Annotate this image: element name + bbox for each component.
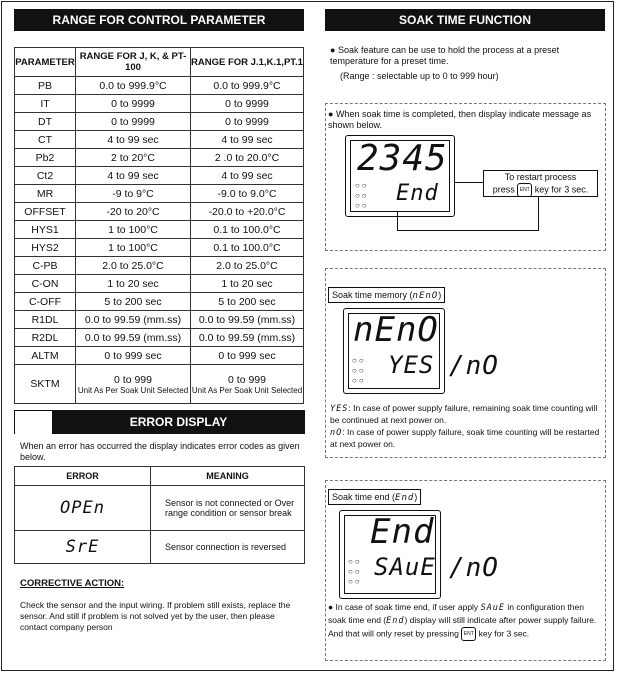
param-name: R2DL [15,329,76,347]
enter-key-icon: ENT [461,627,476,641]
table-row [15,257,304,275]
param-range: 0.1 to 100.0°C [191,239,304,257]
error-meaning-open: Sensor is not connected or Over range condition or sensor break [151,486,305,531]
col-error: ERROR [15,467,151,486]
no-code: nO [330,428,343,438]
soak-title: SOAK TIME FUNCTION [325,9,605,31]
param-name: ALTM [15,347,76,365]
table-row [15,311,304,329]
param-range: 4 to 99 sec [191,131,304,149]
param-name: PB [15,77,76,95]
param-range: 4 to 99 sec [191,167,304,185]
display-2-top: nEnO [353,310,439,350]
param-range: -20.0 to +20.0°C [191,203,304,221]
param-range: 4 to 99 sec [76,131,191,149]
sktm-note-2: Unit As Per Soak Unit Selected [191,385,303,395]
col-meaning: MEANING [151,467,305,486]
param-range: 4 to 99 sec [76,167,191,185]
param-name: HYS2 [15,239,76,257]
corrective-title: CORRECTIVE ACTION: [20,578,125,589]
table-row [15,486,305,531]
table-row [15,347,304,365]
end-label-close: ) [414,492,418,502]
display-2-no: /nO [449,351,499,381]
param-name: C-OFF [15,293,76,311]
yes-note [330,403,602,426]
display-1-leds: ○○ ○○ ○○ [355,181,369,210]
yes-text: : In case of power supply failure, remaining soak time counting will be continued at next power on. [330,403,598,425]
memory-label-close: ) [438,290,442,300]
col-parameter: PARAMETER [15,48,76,77]
table-row [15,149,304,167]
param-name: R1DL [15,311,76,329]
table-row [15,131,304,149]
param-range: 2.0 to 25.0°C [76,257,191,275]
table-row [15,239,304,257]
error-meaning-sre: Sensor connection is reversed [151,531,305,564]
display-3-no: /nO [449,553,499,583]
range-table [14,47,304,404]
table-row [15,185,304,203]
sktm-name: SKTM [15,365,76,404]
param-range: -20 to 20°C [76,203,191,221]
param-name: Pb2 [15,149,76,167]
error-intro: When an error has occurred the display indicates error codes as given below. [20,441,300,462]
restart-box [483,170,598,197]
end-note [328,601,604,641]
sktm-value-1: 0 to 999 [114,373,152,386]
table-row [15,293,304,311]
table-row [15,221,304,239]
restart-line-1: To restart process [504,172,577,182]
restart-post: key for 3 sec. [534,184,589,195]
end-note-2: in configuration then soak time end ( [328,602,584,625]
sktm-note-1: Unit As Per Soak Unit Selected [77,385,189,395]
end-note-4: key for 3 sec. [478,628,530,639]
table-row [15,531,305,564]
display-1-bottom: End [396,181,439,206]
corrective-text: Check the sensor and the input wiring. If problem still exists, replace the sensor. And still if problem is not solved yet by the user, then please contact company person [20,600,291,632]
param-range: 0.0 to 99.59 (mm.ss) [191,311,304,329]
error-table [14,466,305,564]
table-row [15,203,304,221]
display-3-top: End [370,512,435,552]
soak-bullet-1-text: Soak feature can be use to hold the process at a preset temperature for a preset time. [330,45,560,66]
param-range: 0.0 to 99.59 (mm.ss) [76,311,191,329]
display-3-leds: ○○ ○○ ○○ [348,557,362,586]
table-row [15,77,304,95]
error-code-open: OPEn [15,486,151,531]
end-note-code-2: End [386,616,405,626]
param-range: 0.0 to 99.59 (mm.ss) [76,329,191,347]
table-row-sktm [15,365,304,404]
param-range: 2 to 20°C [76,149,191,167]
restart-line-2 [484,183,597,197]
param-name: OFFSET [15,203,76,221]
connector-v1 [397,212,398,231]
sktm-value-2: 0 to 999 [228,373,266,386]
no-note [330,427,602,450]
error-code-sre: SrE [15,531,151,564]
display-1-top: 2345 [357,138,448,179]
param-range: 2 .0 to 20.0°C [191,149,304,167]
param-range: 2.0 to 25.0°C [191,257,304,275]
param-range: 0 to 9999 [76,95,191,113]
table-row [15,275,304,293]
param-name: IT [15,95,76,113]
param-range: 0.0 to 99.59 (mm.ss) [191,329,304,347]
connector-v2 [538,197,539,231]
table-row [15,113,304,131]
param-range: -9.0 to 9.0°C [191,185,304,203]
end-note-1: In case of soak time end, if user apply [335,602,479,612]
soak-complete-text [328,109,598,131]
soak-bullet-1 [330,45,605,67]
arrow-line [455,182,483,183]
col-range-j1k1: RANGE FOR J.1,K.1,PT.1 [191,48,304,77]
param-range: 0 to 9999 [76,113,191,131]
range-title: RANGE FOR CONTROL PARAMETER [14,9,304,31]
yes-code: YES [330,404,349,414]
end-label-text: Soak time end ( [332,492,396,502]
param-name: C-ON [15,275,76,293]
param-range: 0.1 to 100.0°C [191,221,304,239]
error-title: ERROR DISPLAY [52,410,305,434]
param-range: 0 to 999 sec [191,347,304,365]
bullet-icon: ● [328,109,336,119]
sktm-range-2 [191,365,304,404]
end-label-code: End [395,493,415,503]
end-note-code: SAuE [480,603,506,613]
param-range: 0 to 9999 [191,95,304,113]
display-3-bottom: SAuE [374,553,436,581]
param-range: 5 to 200 sec [76,293,191,311]
param-name: DT [15,113,76,131]
param-name: MR [15,185,76,203]
range-header-row [15,48,304,77]
col-range-jk: RANGE FOR J, K, & PT-100 [76,48,191,77]
param-name: C-PB [15,257,76,275]
param-range: 1 to 100°C [76,221,191,239]
table-row [15,95,304,113]
param-range: 1 to 20 sec [191,275,304,293]
param-range: -9 to 9°C [76,185,191,203]
param-name: HYS1 [15,221,76,239]
soak-memory-label [328,287,445,303]
soak-end-label [328,489,421,505]
param-name: CT [15,131,76,149]
enter-key-icon: ENT [517,183,532,197]
end-note-3: ) display will still indicate after power supply failure. And that will only reset by pressing [328,615,597,639]
param-range: 5 to 200 sec [191,293,304,311]
param-range: 1 to 20 sec [76,275,191,293]
display-2-bottom: YES [388,351,435,379]
display-2-leds: ○○ ○○ ○○ [352,356,366,385]
param-range: 1 to 100°C [76,239,191,257]
param-range: 0 to 999 sec [76,347,191,365]
sktm-range-1 [76,365,191,404]
soak-complete-text-body: When soak time is completed, then display indicate message as shown below. [328,109,592,130]
soak-range-note: (Range : selectable up to 0 to 999 hour) [340,71,499,81]
error-header-row [15,467,305,486]
connector-h [397,230,539,231]
table-row [15,167,304,185]
param-range: 0.0 to 999.9°C [191,77,304,95]
param-range: 0.0 to 999.9°C [76,77,191,95]
no-text: : In case of power supply failure, soak time counting will be restarted at next power on. [330,427,600,449]
table-row [15,329,304,347]
memory-label-text: Soak time memory ( [332,290,413,300]
bullet-icon: ● [328,602,336,612]
restart-pre: press [492,184,515,195]
memory-label-code: nEnO [412,291,439,301]
param-name: Ct2 [15,167,76,185]
param-range: 0 to 9999 [191,113,304,131]
bullet-icon: ● [330,45,338,55]
